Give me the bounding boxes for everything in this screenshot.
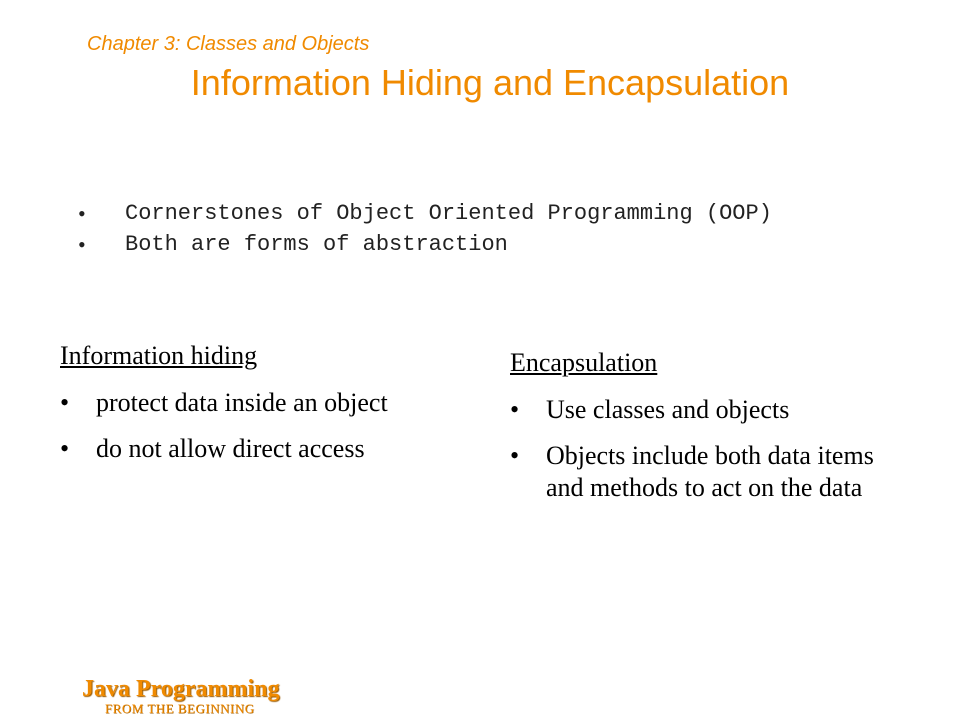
bullet-icon: •: [78, 232, 86, 257]
java-programming-logo: [82, 676, 312, 716]
logo-subtitle: FROM THE BEGINNING: [105, 701, 255, 716]
encapsulation-column: [510, 348, 910, 518]
slide-title: Information Hiding and Encapsulation: [190, 62, 790, 103]
list-item: [510, 440, 910, 504]
list-item-text: protect data inside an object: [96, 388, 388, 417]
bullet-icon: •: [510, 441, 520, 470]
bullet-icon: •: [60, 434, 70, 463]
list-item: [510, 394, 910, 426]
logo-title: Java Programming: [82, 676, 280, 702]
information-hiding-column: [60, 341, 480, 479]
bullet-icon: •: [60, 388, 70, 417]
encapsulation-heading: Encapsulation: [510, 348, 658, 377]
bullet-icon: •: [78, 201, 86, 226]
chapter-label: Chapter 3: Classes and Objects: [87, 33, 370, 55]
encapsulation-list: [510, 394, 910, 504]
information-hiding-list: [60, 387, 480, 465]
list-item: [60, 433, 480, 465]
list-item-text: Use classes and objects: [546, 395, 790, 424]
intro-bullet-list: [78, 198, 772, 260]
list-item-text: do not allow direct access: [96, 434, 365, 463]
information-hiding-heading: Information hiding: [60, 341, 258, 370]
list-item-text: Objects include both data items and methods to act on the data: [546, 441, 874, 502]
intro-bullet-text: Both are forms of abstraction: [125, 232, 508, 257]
intro-bullet-item: [78, 198, 772, 229]
bullet-icon: •: [510, 395, 520, 424]
list-item: [60, 387, 480, 419]
intro-bullet-text: Cornerstones of Object Oriented Programming (OOP): [125, 201, 772, 226]
intro-bullet-item: [78, 229, 772, 260]
